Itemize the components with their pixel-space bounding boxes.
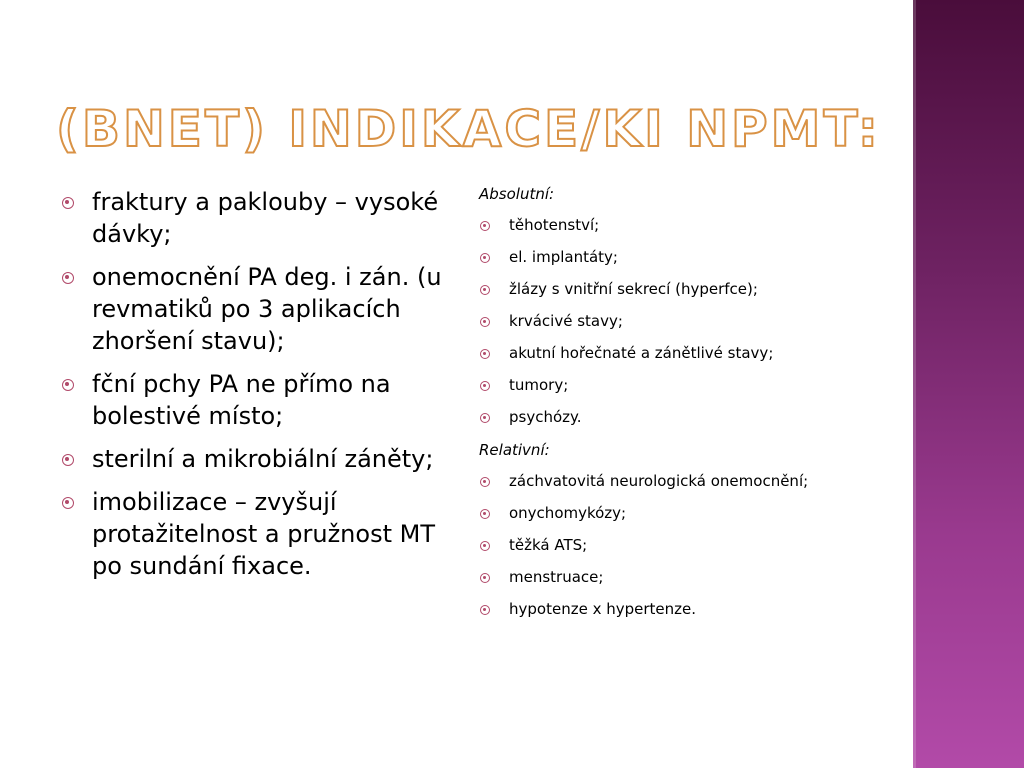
list-item-text: fční pchy PA ne přímo na bolestivé místo;: [92, 370, 391, 430]
relative-list: [479, 471, 859, 620]
list-item-text: tumory;: [509, 376, 569, 394]
list-item: [479, 375, 859, 396]
list-item: [479, 503, 859, 524]
list-item-text: menstruace;: [509, 568, 604, 586]
contraindications-column: [479, 183, 859, 631]
list-item: [479, 599, 859, 620]
list-item: [479, 343, 859, 364]
relative-heading: Relativní:: [479, 441, 550, 459]
absolute-heading: Absolutní:: [479, 185, 555, 203]
list-item-text: hypotenze x hypertenze.: [509, 600, 697, 618]
list-item: [479, 567, 859, 588]
bullet-icon: [62, 379, 74, 391]
bullet-icon: [62, 272, 74, 284]
list-item: [479, 471, 859, 492]
list-item-text: imobilizace – zvyšují protažitelnost a pružnost MT po sundání fixace.: [92, 488, 435, 580]
slide-title: (BNET) INDIKACE/KI NPMT:: [56, 100, 881, 158]
bullet-icon: [480, 317, 490, 327]
list-item-text: těhotenství;: [509, 216, 600, 234]
bullet-icon: [480, 349, 490, 359]
list-item: [479, 311, 859, 332]
list-item: [60, 261, 455, 357]
list-item: [479, 535, 859, 556]
bullet-icon: [62, 497, 74, 509]
bullet-icon: [480, 541, 490, 551]
list-item: [479, 407, 859, 428]
list-item: [60, 443, 455, 475]
bullet-icon: [480, 413, 490, 423]
list-item: [479, 247, 859, 268]
list-item-text: sterilní a mikrobiální záněty;: [92, 445, 434, 473]
left-bullet-list: [60, 186, 455, 593]
list-item-text: onychomykózy;: [509, 504, 627, 522]
decorative-side-band: [913, 0, 1024, 768]
list-item-text: žlázy s vnitřní sekrecí (hyperfce);: [509, 280, 758, 298]
list-item: [60, 368, 455, 432]
bullet-icon: [480, 477, 490, 487]
bullet-icon: [62, 197, 74, 209]
list-item: [479, 279, 859, 300]
bullet-icon: [62, 454, 74, 466]
bullet-icon: [480, 605, 490, 615]
list-item-text: těžká ATS;: [509, 536, 588, 554]
absolute-list: [479, 215, 859, 428]
bullet-icon: [480, 253, 490, 263]
list-item-text: el. implantáty;: [509, 248, 618, 266]
list-item-text: záchvatovitá neurologická onemocnění;: [509, 472, 809, 490]
bullet-icon: [480, 573, 490, 583]
list-item: [479, 215, 859, 236]
list-item: [60, 486, 455, 582]
bullet-icon: [480, 285, 490, 295]
list-item-text: psychózy.: [509, 408, 582, 426]
list-item-text: akutní hořečnaté a zánětlivé stavy;: [509, 344, 774, 362]
bullet-icon: [480, 381, 490, 391]
list-item-text: fraktury a paklouby – vysoké dávky;: [92, 188, 439, 248]
list-item: [60, 186, 455, 250]
bullet-icon: [480, 509, 490, 519]
bullet-icon: [480, 221, 490, 231]
list-item-text: krvácivé stavy;: [509, 312, 623, 330]
list-item-text: onemocnění PA deg. i zán. (u revmatiků po 3 aplikacích zhoršení stavu);: [92, 263, 442, 355]
